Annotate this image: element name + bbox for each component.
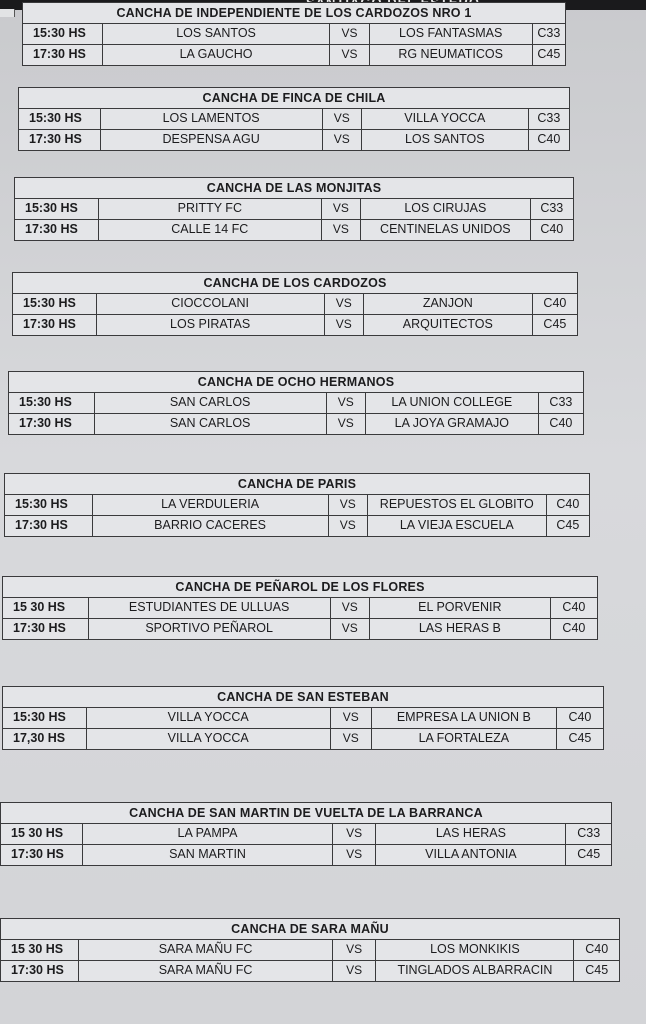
- match-time: 17:30 HS: [25, 222, 78, 236]
- home-team: LOS SANTOS: [102, 24, 330, 44]
- venue-table: [2, 576, 598, 640]
- away-team: VILLA YOCCA: [361, 109, 528, 129]
- venue-table: [2, 686, 604, 750]
- vs-label: VS: [332, 940, 376, 960]
- away-team: ARQUITECTOS: [363, 315, 532, 335]
- vs-label: VS: [326, 414, 365, 434]
- venue-title: CANCHA DE SARA MAÑU: [1, 919, 619, 940]
- vs-label: VS: [332, 824, 376, 844]
- venue-title: CANCHA DE SAN MARTIN DE VUELTA DE LA BARRANCA: [1, 803, 611, 824]
- match-row: [3, 598, 597, 618]
- home-team: SARA MAÑU FC: [78, 940, 331, 960]
- home-team: CIOCCOLANI: [96, 294, 324, 314]
- match-row: [23, 24, 565, 44]
- match-time: 15:30 HS: [19, 395, 72, 409]
- home-team: LA GAUCHO: [102, 45, 330, 65]
- category-label: C40: [556, 708, 603, 728]
- vs-label: VS: [321, 199, 360, 219]
- venue-title: CANCHA DE FINCA DE CHILA: [19, 88, 569, 109]
- away-team: REPUESTOS EL GLOBITO: [367, 495, 546, 515]
- home-team: PRITTY FC: [98, 199, 321, 219]
- match-row: [15, 219, 573, 240]
- vs-label: VS: [326, 393, 365, 413]
- match-time: 15:30 HS: [13, 710, 66, 724]
- home-team: LA VERDULERIA: [92, 495, 328, 515]
- vs-label: VS: [322, 130, 361, 150]
- vs-label: VS: [329, 45, 368, 65]
- venue-table: [14, 177, 574, 241]
- away-team: EMPRESA LA UNION B: [371, 708, 556, 728]
- match-time: 15 30 HS: [13, 600, 66, 614]
- match-time: 17:30 HS: [23, 317, 76, 331]
- match-row: [13, 314, 577, 335]
- vs-label: VS: [328, 516, 367, 536]
- category-label: C40: [530, 220, 573, 240]
- venue-title: CANCHA DE LOS CARDOZOS: [13, 273, 577, 294]
- match-row: [1, 844, 611, 865]
- match-time: 17:30 HS: [19, 416, 72, 430]
- match-time: 17:30 HS: [11, 847, 64, 861]
- venue-table: [0, 918, 620, 982]
- category-label: C33: [528, 109, 569, 129]
- away-team: LAS HERAS B: [369, 619, 550, 639]
- page-edge-mark: [0, 9, 15, 17]
- away-team: TINGLADOS ALBARRACIN: [375, 961, 573, 981]
- home-team: ESTUDIANTES DE ULLUAS: [88, 598, 330, 618]
- home-team: VILLA YOCCA: [86, 729, 330, 749]
- category-label: C33: [538, 393, 583, 413]
- match-row: [3, 728, 603, 749]
- home-team: VILLA YOCCA: [86, 708, 330, 728]
- vs-label: VS: [328, 495, 367, 515]
- home-team: DESPENSA AGU: [100, 130, 322, 150]
- venue-title: CANCHA DE INDEPENDIENTE DE LOS CARDOZOS NRO 1: [23, 3, 565, 24]
- vs-label: VS: [332, 845, 376, 865]
- away-team: LOS CIRUJAS: [360, 199, 530, 219]
- match-row: [1, 940, 619, 960]
- match-row: [15, 199, 573, 219]
- vs-label: VS: [322, 109, 361, 129]
- away-team: LA UNION COLLEGE: [365, 393, 538, 413]
- home-team: SARA MAÑU FC: [78, 961, 331, 981]
- vs-label: VS: [330, 708, 371, 728]
- match-row: [13, 294, 577, 314]
- venue-table: [18, 87, 570, 151]
- category-label: C40: [573, 940, 619, 960]
- vs-label: VS: [330, 598, 369, 618]
- vs-label: VS: [330, 619, 369, 639]
- vs-label: VS: [321, 220, 360, 240]
- home-team: LOS LAMENTOS: [100, 109, 322, 129]
- home-team: SAN MARTIN: [82, 845, 332, 865]
- category-label: C33: [530, 199, 573, 219]
- home-team: LOS PIRATAS: [96, 315, 324, 335]
- match-row: [9, 413, 583, 434]
- match-time: 15:30 HS: [23, 296, 76, 310]
- away-team: LAS HERAS: [375, 824, 565, 844]
- match-row: [1, 824, 611, 844]
- venue-table: [12, 272, 578, 336]
- category-label: C45: [546, 516, 589, 536]
- venue-table: [0, 802, 612, 866]
- category-label: C45: [532, 315, 577, 335]
- home-team: SAN CARLOS: [94, 393, 326, 413]
- match-time: 17:30 HS: [33, 47, 86, 61]
- away-team: LA JOYA GRAMAJO: [365, 414, 538, 434]
- away-team: EL PORVENIR: [369, 598, 550, 618]
- away-team: VILLA ANTONIA: [375, 845, 565, 865]
- away-team: LOS MONKIKIS: [375, 940, 573, 960]
- vs-label: VS: [330, 729, 371, 749]
- home-team: CALLE 14 FC: [98, 220, 321, 240]
- venue-title: CANCHA DE PARIS: [5, 474, 589, 495]
- category-label: C40: [550, 619, 597, 639]
- away-team: LOS SANTOS: [361, 130, 528, 150]
- away-team: LA VIEJA ESCUELA: [367, 516, 546, 536]
- away-team: LA FORTALEZA: [371, 729, 556, 749]
- match-row: [3, 618, 597, 639]
- match-row: [19, 109, 569, 129]
- category-label: C40: [532, 294, 577, 314]
- category-label: C33: [565, 824, 611, 844]
- venue-table: [22, 2, 566, 66]
- match-time: 15:30 HS: [25, 201, 78, 215]
- away-team: RG NEUMATICOS: [369, 45, 532, 65]
- category-label: C40: [538, 414, 583, 434]
- vs-label: VS: [324, 315, 363, 335]
- match-time: 17:30 HS: [15, 518, 68, 532]
- category-label: C33: [532, 24, 565, 44]
- match-row: [5, 515, 589, 536]
- venue-table: [4, 473, 590, 537]
- category-label: C45: [573, 961, 619, 981]
- match-row: [1, 960, 619, 981]
- match-row: [5, 495, 589, 515]
- match-time: 17,30 HS: [13, 731, 66, 745]
- venue-title: CANCHA DE OCHO HERMANOS: [9, 372, 583, 393]
- match-time: 15 30 HS: [11, 942, 64, 956]
- match-time: 17:30 HS: [29, 132, 82, 146]
- match-time: 15:30 HS: [33, 26, 86, 40]
- match-row: [23, 44, 565, 65]
- match-time: 15:30 HS: [29, 111, 82, 125]
- home-team: SPORTIVO PEÑAROL: [88, 619, 330, 639]
- venue-title: CANCHA DE LAS MONJITAS: [15, 178, 573, 199]
- vs-label: VS: [332, 961, 376, 981]
- venue-table: [8, 371, 584, 435]
- match-row: [3, 708, 603, 728]
- category-label: C45: [565, 845, 611, 865]
- venue-title: CANCHA DE PEÑAROL DE LOS FLORES: [3, 577, 597, 598]
- home-team: LA PAMPA: [82, 824, 332, 844]
- match-time: 17:30 HS: [11, 963, 64, 977]
- vs-label: VS: [329, 24, 368, 44]
- category-label: C45: [556, 729, 603, 749]
- category-label: C40: [546, 495, 589, 515]
- match-time: 15:30 HS: [15, 497, 68, 511]
- away-team: LOS FANTASMAS: [369, 24, 532, 44]
- category-label: C40: [528, 130, 569, 150]
- match-time: 15 30 HS: [11, 826, 64, 840]
- venue-title: CANCHA DE SAN ESTEBAN: [3, 687, 603, 708]
- category-label: C40: [550, 598, 597, 618]
- away-team: CENTINELAS UNIDOS: [360, 220, 530, 240]
- away-team: ZANJON: [363, 294, 532, 314]
- vs-label: VS: [324, 294, 363, 314]
- home-team: BARRIO CACERES: [92, 516, 328, 536]
- match-row: [19, 129, 569, 150]
- category-label: C45: [532, 45, 565, 65]
- match-time: 17:30 HS: [13, 621, 66, 635]
- home-team: SAN CARLOS: [94, 414, 326, 434]
- match-row: [9, 393, 583, 413]
